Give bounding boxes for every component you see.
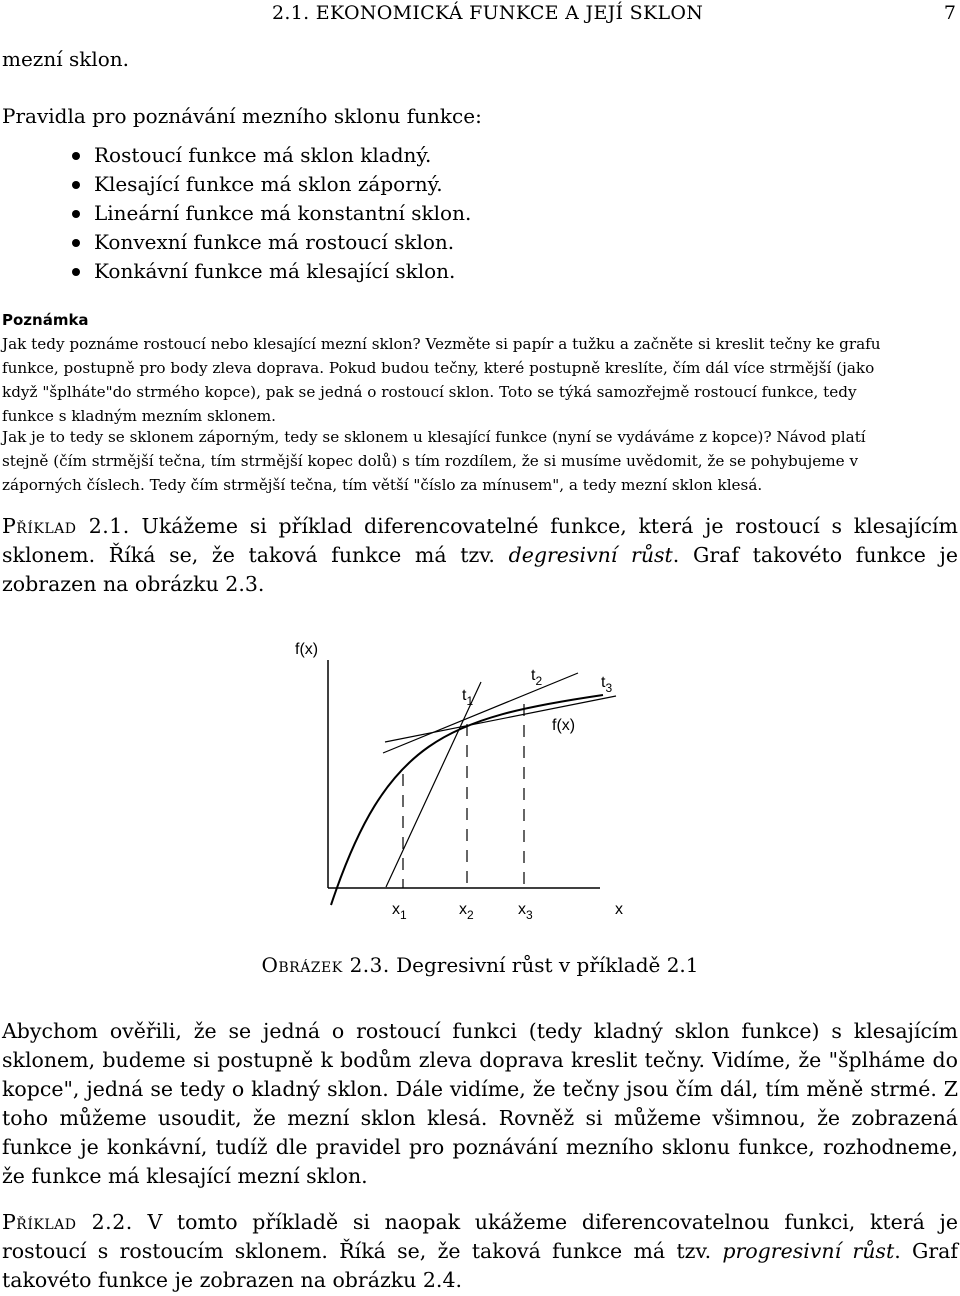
example-text: Ukážeme si příklad diferencovatelné funkce, která je rostoucí s klesajícím sklonem. Říká se, že taková funkce má tzv. bbox=[2, 514, 958, 567]
caption-label: Obrázek 2.3. bbox=[261, 953, 390, 977]
note-line: stejně (čím strmější tečna, tím strmější kopec dolů) s tím rozdílem, že si musíme uvědomit, že se pohybujeme v bbox=[2, 452, 859, 470]
tangent-t3 bbox=[385, 696, 616, 742]
y-axis-label: f(x) bbox=[295, 641, 319, 658]
list-item: Konvexní funkce má rostoucí sklon. bbox=[70, 228, 471, 257]
list-item: Lineární funkce má konstantní sklon. bbox=[70, 199, 471, 228]
note-line: Jak je to tedy se sklonem záporným, tedy se sklonem u klesající funkce (nyní se vydáváme z kopce)? Návod platí bbox=[2, 428, 866, 446]
x-axis-label: x bbox=[615, 901, 623, 918]
rules-list bbox=[70, 141, 471, 286]
rules-heading: Pravidla pro poznávání mezního sklonu funkce: bbox=[2, 104, 482, 128]
body-paragraph: Abychom ověřili, že se jedná o rostoucí funkci (tedy kladný sklon funkce) s klesajícím sklonem, budeme si postupně k bodům zleva doprava kreslit tečny. Vidíme, že "šplháme do kopce", jedná se tedy o kladný sklon. Dále vidíme, že tečny jsou čím dál, tím měně strmé. Z toho můžeme usoudit, že mezní sklon klesá. Rovněž si můžeme všimnou, že zobrazená funkce je konkávní, tudíž dle pravidel pro poznávání mezního sklonu funkce, rozhodneme, že funkce má klesající mezní sklon. bbox=[2, 1019, 958, 1188]
figure-degressive-growth bbox=[278, 630, 658, 930]
tangent-label-t3: $t_3$ bbox=[601, 674, 613, 695]
page-header bbox=[272, 2, 960, 28]
tangent-label-t1: $t_1$ bbox=[462, 687, 474, 708]
example-2-2 bbox=[2, 1208, 958, 1295]
running-title: 2.1. EKONOMICKÁ FUNKCE A JEJÍ SKLON bbox=[272, 2, 704, 24]
x-tick-label-x2: $x_2$ bbox=[459, 901, 474, 922]
note-line: funkce s kladným mezním sklonem. bbox=[2, 407, 277, 425]
curve-label: f(x) bbox=[552, 717, 576, 734]
list-item: Konkávní funkce má klesající sklon. bbox=[70, 257, 471, 286]
caption-text: Degresivní růst v příkladě 2.1 bbox=[389, 953, 699, 977]
intro-fragment: mezní sklon. bbox=[2, 47, 130, 71]
example-text: . Graf takovéto funkce je zobrazen na obrázku 2.3. bbox=[2, 543, 958, 596]
example-label: Příklad 2.2. bbox=[2, 1210, 133, 1234]
example-label: Příklad 2.1. bbox=[2, 514, 130, 538]
tangent-label-t2: $t_2$ bbox=[531, 667, 543, 688]
example-emphasis: progresivní růst bbox=[722, 1239, 895, 1263]
list-item: Klesající funkce má sklon záporný. bbox=[70, 170, 471, 199]
note-line: záporných číslech. Tedy čím strmější tečna, tím větší "číslo za mínusem", a tedy mezní sklon klesá. bbox=[2, 476, 763, 494]
x-tick-label-x1: $x_1$ bbox=[392, 901, 407, 922]
figure-caption bbox=[0, 953, 960, 977]
x-tick-label-x3: $x_3$ bbox=[518, 901, 533, 922]
note-heading: Poznámka bbox=[2, 311, 89, 329]
example-emphasis: degresivní růst bbox=[508, 543, 673, 567]
example-text: . Graf takovéto funkce je zobrazen na obrázku 2.4. bbox=[2, 1239, 958, 1292]
example-2-1 bbox=[2, 512, 958, 599]
note-line: funkce, postupně pro body zleva doprava. Pokud budou tečny, které postupně kreslíte, čím dál více strmější (jako bbox=[2, 359, 875, 377]
note-line: Jak tedy poznáme rostoucí nebo klesající mezní sklon? Vezměte si papír a tužku a začněte si kreslit tečny ke grafu bbox=[2, 335, 881, 353]
list-item: Rostoucí funkce má sklon kladný. bbox=[70, 141, 471, 170]
page-number: 7 bbox=[943, 2, 956, 24]
example-text: V tomto příkladě si naopak ukážeme diferencovatelnou funkci, která je rostoucí s rostoucím sklonem. Říká se, že taková funkce má tzv. bbox=[2, 1210, 958, 1263]
note-line: když "šplháte"do strmého kopce), pak se jedná o rostoucí sklon. Toto se týká samozřejmě rostoucí funkce, tedy bbox=[2, 383, 857, 401]
tangent-t2 bbox=[383, 673, 578, 753]
